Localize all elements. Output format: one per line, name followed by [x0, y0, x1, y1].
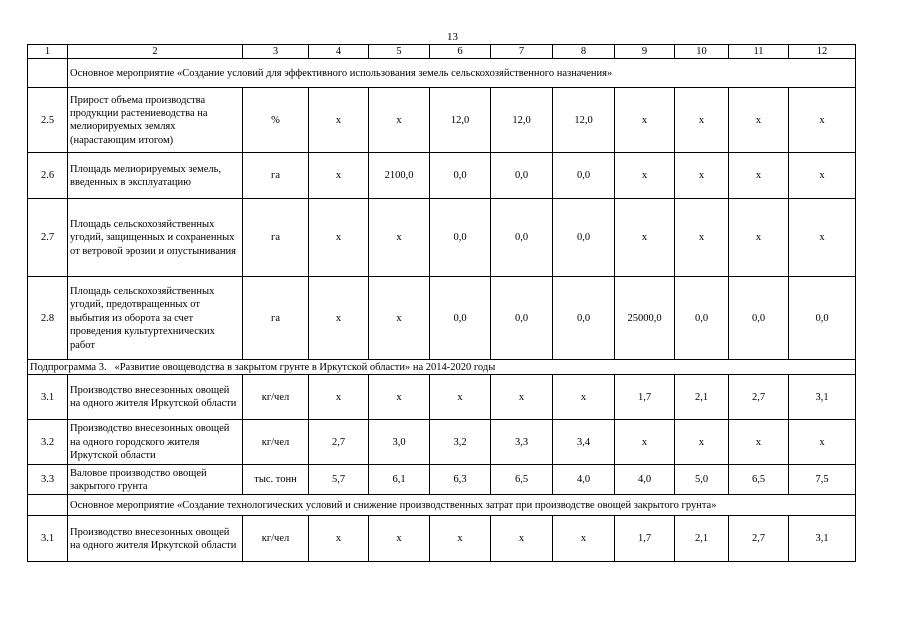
value-cell: 6,1	[369, 465, 430, 495]
column-number: 5	[369, 45, 430, 59]
value-cell: 12,0	[553, 88, 615, 153]
value-cell: х	[309, 199, 369, 277]
value-cell: х	[369, 199, 430, 277]
value-cell: х	[369, 88, 430, 153]
value-cell: х	[369, 516, 430, 562]
value-cell: 2,7	[729, 516, 789, 562]
indicator-name: Площадь мелиорируемых земель, введенных в эксплуатацию	[68, 153, 243, 199]
unit-cell: кг/чел	[243, 516, 309, 562]
indicator-name: Площадь сельскохозяйственных угодий, предотвращенных от выбытия из оборота за счет проведения культуртехнических работ	[68, 277, 243, 360]
value-cell: 3,1	[789, 516, 856, 562]
column-number: 1	[28, 45, 68, 59]
unit-cell: кг/чел	[243, 420, 309, 465]
value-cell: х	[789, 88, 856, 153]
value-cell: х	[729, 153, 789, 199]
value-cell: 0,0	[430, 277, 491, 360]
value-cell: 1,7	[615, 375, 675, 420]
row-number: 3.1	[28, 375, 68, 420]
unit-cell: кг/чел	[243, 375, 309, 420]
value-cell: х	[369, 277, 430, 360]
value-cell: 2,7	[309, 420, 369, 465]
value-cell: 2,1	[675, 375, 729, 420]
column-number: 2	[68, 45, 243, 59]
indicator-name: Валовое производство овощей закрытого грунта	[68, 465, 243, 495]
main-activity-title-row	[28, 59, 856, 88]
value-cell: х	[553, 516, 615, 562]
subprogram-title-row	[28, 360, 856, 375]
page-number: 13	[447, 31, 458, 43]
column-number: 7	[491, 45, 553, 59]
row-number: 2.5	[28, 88, 68, 153]
row-number: 2.8	[28, 277, 68, 360]
value-cell: 2100,0	[369, 153, 430, 199]
value-cell: 12,0	[491, 88, 553, 153]
value-cell: х	[369, 375, 430, 420]
table-row	[28, 465, 856, 495]
subprogram-title: Подпрограмма 3. «Развитие овощеводства в закрытом грунте в Иркутской области» на 2014-2020 годы	[28, 360, 856, 375]
unit-cell: %	[243, 88, 309, 153]
value-cell: 0,0	[553, 199, 615, 277]
table-row	[28, 420, 856, 465]
column-number: 4	[309, 45, 369, 59]
value-cell: 6,5	[729, 465, 789, 495]
indicator-name: Прирост объема производства продукции растениеводства на мелиорируемых землях (нарастающим итогом)	[68, 88, 243, 153]
value-cell: 4,0	[553, 465, 615, 495]
value-cell: 0,0	[491, 277, 553, 360]
indicators-table	[27, 44, 856, 562]
value-cell: х	[309, 277, 369, 360]
value-cell: х	[729, 88, 789, 153]
value-cell: 2,1	[675, 516, 729, 562]
value-cell: 7,5	[789, 465, 856, 495]
table-row	[28, 153, 856, 199]
column-number: 3	[243, 45, 309, 59]
value-cell: х	[675, 199, 729, 277]
empty-cell	[28, 59, 68, 88]
row-number: 3.3	[28, 465, 68, 495]
main-activity-title: Основное мероприятие «Создание технологических условий и снижение производственных затрат при производстве овощей закрытого грунта»	[68, 495, 856, 516]
indicator-name: Производство внесезонных овощей на одного городского жителя Иркутской области	[68, 420, 243, 465]
value-cell: х	[491, 375, 553, 420]
value-cell: 0,0	[491, 199, 553, 277]
column-number-row	[28, 45, 856, 59]
value-cell: 0,0	[729, 277, 789, 360]
value-cell: 25000,0	[615, 277, 675, 360]
value-cell: х	[789, 153, 856, 199]
indicator-name: Площадь сельскохозяйственных угодий, защищенных и сохраненных от ветровой эрозии и опустынивания	[68, 199, 243, 277]
value-cell: 3,1	[789, 375, 856, 420]
column-number: 11	[729, 45, 789, 59]
value-cell: 0,0	[430, 199, 491, 277]
value-cell: х	[430, 375, 491, 420]
unit-cell: га	[243, 153, 309, 199]
value-cell: х	[309, 375, 369, 420]
empty-cell	[28, 495, 68, 516]
table-row	[28, 277, 856, 360]
value-cell: х	[309, 88, 369, 153]
value-cell: 0,0	[789, 277, 856, 360]
value-cell: 0,0	[430, 153, 491, 199]
indicator-name: Производство внесезонных овощей на одного жителя Иркутской области	[68, 516, 243, 562]
column-number: 6	[430, 45, 491, 59]
value-cell: х	[729, 199, 789, 277]
table-row	[28, 88, 856, 153]
value-cell: х	[615, 199, 675, 277]
value-cell: 3,3	[491, 420, 553, 465]
table-row	[28, 199, 856, 277]
unit-cell: га	[243, 199, 309, 277]
table-row	[28, 516, 856, 562]
value-cell: х	[309, 153, 369, 199]
value-cell: 5,7	[309, 465, 369, 495]
value-cell: х	[615, 420, 675, 465]
value-cell: х	[615, 153, 675, 199]
value-cell: 6,5	[491, 465, 553, 495]
main-activity-title-row	[28, 495, 856, 516]
value-cell: х	[491, 516, 553, 562]
value-cell: 1,7	[615, 516, 675, 562]
value-cell: 3,4	[553, 420, 615, 465]
value-cell: х	[675, 88, 729, 153]
main-activity-title: Основное мероприятие «Создание условий для эффективного использования земель сельскохозяйственного назначения»	[68, 59, 856, 88]
indicator-name: Производство внесезонных овощей на одного жителя Иркутской области	[68, 375, 243, 420]
value-cell: 4,0	[615, 465, 675, 495]
unit-cell: тыс. тонн	[243, 465, 309, 495]
value-cell: х	[430, 516, 491, 562]
column-number: 10	[675, 45, 729, 59]
row-number: 3.2	[28, 420, 68, 465]
value-cell: х	[729, 420, 789, 465]
value-cell: 0,0	[553, 153, 615, 199]
value-cell: х	[615, 88, 675, 153]
row-number: 2.6	[28, 153, 68, 199]
value-cell: 12,0	[430, 88, 491, 153]
row-number: 3.1	[28, 516, 68, 562]
table-row	[28, 375, 856, 420]
column-number: 9	[615, 45, 675, 59]
column-number: 12	[789, 45, 856, 59]
value-cell: 0,0	[675, 277, 729, 360]
row-number: 2.7	[28, 199, 68, 277]
value-cell: х	[789, 199, 856, 277]
value-cell: х	[309, 516, 369, 562]
unit-cell: га	[243, 277, 309, 360]
value-cell: 0,0	[491, 153, 553, 199]
value-cell: 3,2	[430, 420, 491, 465]
column-number: 8	[553, 45, 615, 59]
value-cell: х	[553, 375, 615, 420]
value-cell: 0,0	[553, 277, 615, 360]
value-cell: х	[675, 153, 729, 199]
value-cell: 2,7	[729, 375, 789, 420]
value-cell: 6,3	[430, 465, 491, 495]
value-cell: х	[675, 420, 729, 465]
value-cell: 3,0	[369, 420, 430, 465]
value-cell: 5,0	[675, 465, 729, 495]
value-cell: х	[789, 420, 856, 465]
